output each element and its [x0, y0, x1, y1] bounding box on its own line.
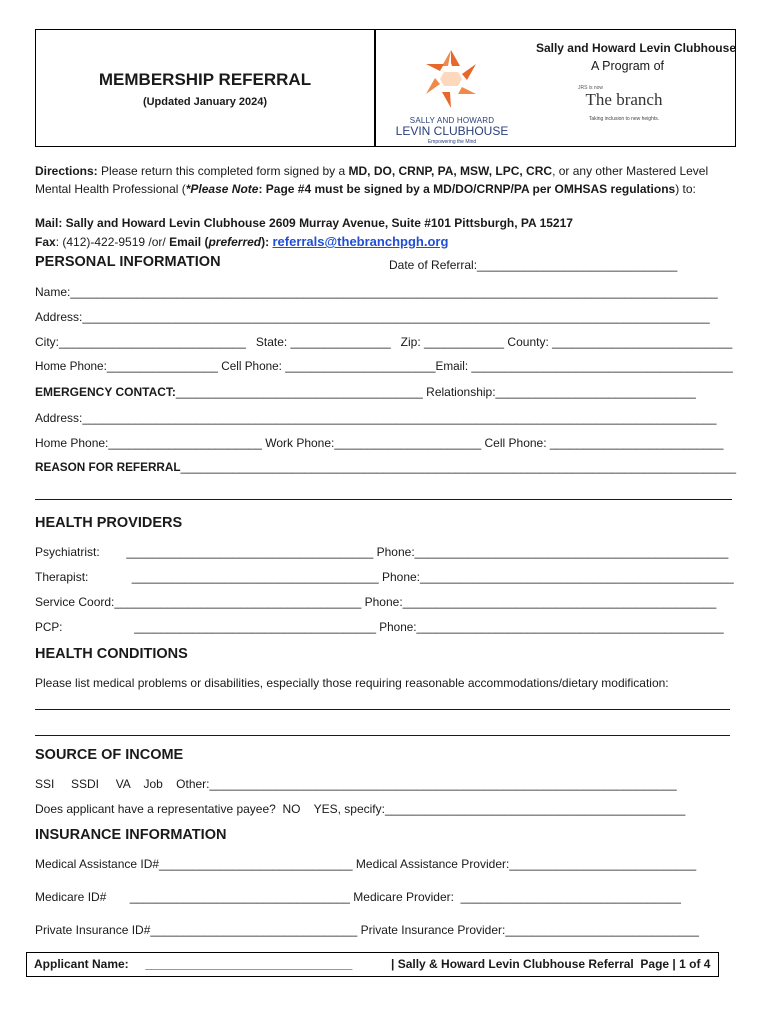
medical-assistance-row[interactable]: Medical Assistance ID#_____________________________ Medical Assistance Provider:____________________________	[35, 857, 697, 871]
the-branch-logo	[574, 80, 674, 136]
personal-info-heading: PERSONAL INFORMATION	[35, 254, 221, 270]
email-preferred: preferred	[208, 235, 262, 249]
directions-text-c: ) to:	[675, 181, 696, 196]
directions-text-b: , or any other Mastered Level Mental Health Professional (	[35, 164, 709, 196]
home-cell-email-row[interactable]: Home Phone:_________________ Cell Phone: _______________________Email: ________________________________________	[35, 360, 733, 373]
pcp-row[interactable]: PCP: _____________________________________ Phone:_______________________________________________	[35, 621, 724, 634]
branch-logo-small-text: JRS is now	[578, 85, 604, 91]
mail-address: Mail: Sally and Howard Levin Clubhouse 2609 Murray Avenue, Suite #101 Pittsburgh, PA 15217	[35, 216, 573, 230]
reason-for-referral-row[interactable]	[35, 461, 736, 474]
applicant-name-field[interactable]: Applicant Name: _______________________________	[34, 957, 353, 971]
service-coord-row[interactable]: Service Coord:_____________________________________ Phone:_______________________________________________	[35, 595, 717, 609]
source-of-income-heading: SOURCE OF INCOME	[35, 747, 184, 763]
branch-logo-tagline: Taking inclusion to new heights.	[588, 116, 660, 122]
directions-note-text: : Page #4 must be signed by a MD/DO/CRNP/PA per OMHSAS regulations	[258, 181, 676, 196]
directions-text-a: Please return this completed form signed by a	[97, 164, 349, 178]
directions-label: Directions:	[35, 164, 98, 178]
reason-for-referral-line[interactable]: _____________________________________________________________________________________	[180, 461, 737, 474]
fax-email-line	[35, 234, 448, 249]
emergency-contact-fields[interactable]: _____________________________________ Relationship:______________________________	[175, 385, 696, 399]
star-of-david-icon	[418, 46, 484, 112]
levin-clubhouse-logo	[388, 44, 516, 145]
email-close: ):	[261, 235, 273, 249]
form-title: MEMBERSHIP REFERRAL	[98, 70, 312, 89]
health-conditions-heading: HEALTH CONDITIONS	[35, 646, 188, 662]
city-state-zip-county-row[interactable]: City:____________________________ State: _______________ Zip: ____________ County: ___________________________	[35, 335, 733, 349]
insurance-heading: INSURANCE INFORMATION	[35, 827, 227, 843]
directions-credentials: MD, DO, CRNP, PA, MSW, LPC, CRC	[348, 164, 553, 178]
levin-logo-main-text: LEVIN CLUBHOUSE	[395, 124, 509, 138]
psychiatrist-row[interactable]: Psychiatrist: _____________________________________ Phone:_______________________________________________	[35, 545, 729, 559]
therapist-row[interactable]: Therapist: _____________________________________ Phone:_______________________________________________	[35, 570, 734, 584]
email-label: Email (	[169, 235, 209, 249]
income-options-row[interactable]: SSI SSDI VA Job Other:______________________________________________________________________	[35, 777, 677, 791]
conditions-line-1[interactable]	[35, 709, 730, 710]
branch-logo-name: The branch	[585, 90, 663, 109]
reason-line-2[interactable]	[35, 499, 732, 500]
health-providers-heading: HEALTH PROVIDERS	[35, 515, 183, 531]
emergency-phones-row[interactable]: Home Phone:_______________________ Work Phone:______________________ Cell Phone: __________________________	[35, 436, 724, 450]
directions-text	[35, 163, 735, 198]
address-field[interactable]: Address:______________________________________________________________________________________________	[35, 310, 710, 324]
directions-note-label: *Please Note	[185, 181, 259, 196]
header-divider	[374, 30, 376, 146]
name-field[interactable]: Name:_________________________________________________________________________________________________	[35, 285, 718, 299]
email-link[interactable]: referrals@thebranchpgh.org	[272, 234, 449, 249]
levin-logo-top-text: SALLY AND HOWARD	[409, 116, 495, 125]
private-insurance-row[interactable]: Private Insurance ID#_______________________________ Private Insurance Provider:_____________________________	[35, 923, 699, 937]
emergency-contact-row[interactable]	[35, 385, 696, 399]
emergency-contact-label: EMERGENCY CONTACT:	[35, 385, 176, 399]
header-box	[35, 29, 736, 147]
levin-logo-tagline: Empowering the Mind	[427, 139, 477, 145]
fax-label: Fax	[35, 235, 56, 249]
footer-box	[26, 952, 719, 977]
program-of-label: A Program of	[591, 59, 664, 73]
medicare-row[interactable]: Medicare ID# _________________________________ Medicare Provider: _________________________________	[35, 890, 681, 904]
org-name: Sally and Howard Levin Clubhouse	[535, 41, 736, 55]
representative-payee-row[interactable]: Does applicant have a representative payee? NO YES, specify:_____________________________________________	[35, 802, 686, 816]
form-updated-date: (Updated January 2024)	[142, 96, 268, 108]
page-indicator: | Sally & Howard Levin Clubhouse Referral Page | 1 of 4	[391, 957, 711, 971]
fax-number: : (412)-422-9519 /or/	[55, 235, 170, 249]
health-conditions-prompt: Please list medical problems or disabilities, especially those requiring reasonable accommodations/dietary modification:	[35, 676, 669, 690]
reason-for-referral-label: REASON FOR REFERRAL	[35, 461, 181, 474]
emergency-address-field[interactable]: Address:_______________________________________________________________________________________________	[35, 411, 717, 425]
conditions-line-2[interactable]	[35, 735, 730, 736]
date-of-referral-field[interactable]: Date of Referral:______________________________	[389, 258, 678, 272]
